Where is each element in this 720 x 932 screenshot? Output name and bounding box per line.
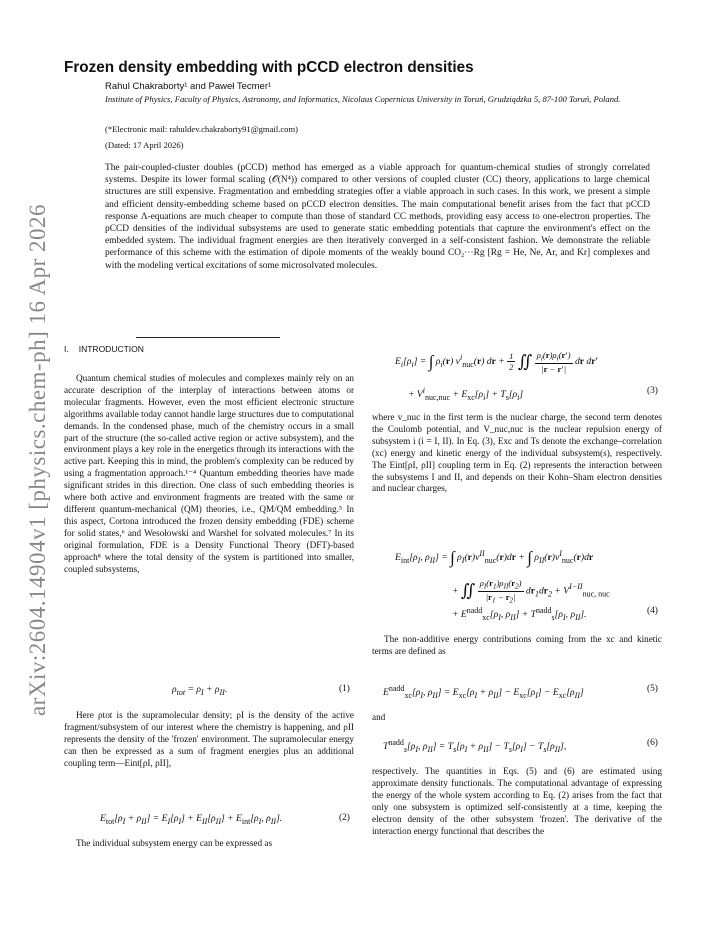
equation-6: $T^{nadd}_s[\rho_I$, $\rho_{II}] = T_s[\rho_I + \rho_{II}] - T_s[\rho_I] - T_s[\rho_{II}]$, — [383, 738, 567, 755]
paper-title: Frozen density embedding with pCCD electron densities — [64, 59, 474, 76]
equation-2-number: (2) — [339, 813, 350, 823]
intro-paragraph-1: Quantum chemical studies of molecules and complexes mainly rely on an accurate description of the interplay of interactions between atoms or molecular fragments. However, even the most efficient electronic structure algorithms available today cannot handle large structures due to computational demands. In the condensed phase, much of the chemistry occurs in a small part of the structure (the so-called active region or active subsystem), and the environment plays a key role in the energetics through its interactions with the active part. Keeping this in mind, the problem's complexity can be reduced by using a fragmentation approach.¹⁻⁴ Quantum embedding theories have made significant strides in this direction. One class of such embedding theories is where both active and environment fragments are treated with the same or different quantum-mechanical (QM) theories, i.e., QM/QM embedding.⁵ In this aspect, Cortona introduced the frozen density embedding (FDE) scheme for solid states,⁶ and Wesołowski and Warshel for solvated molecules.⁷ In its original formulation, FDE is a Density Functional Theory (DFT)-based approach⁸ where the total density of the system is partitioned into smaller, coupled subsystems, — [64, 373, 354, 574]
equation-4-line-2: + ∬ $\frac{\rho_I(r_1)\rho_{II}(r_2)}{|r_1 - r_2|}$ $dr_1dr_2 + V^{I-II}_{nuc, nuc}$ — [452, 578, 610, 605]
contact-email: (*Electronic mail: rahuldev.chakraborty91@gmail.com) — [105, 124, 299, 134]
equation-1: $\rho_{tot} = \rho_I + \rho_{II}$. — [172, 684, 228, 697]
equation-4-number: (4) — [647, 606, 658, 616]
section-title: INTRODUCTION — [78, 344, 144, 354]
equation-2: $E_{tot}[\rho_I + \rho_{II}] = E_I[\rho_I] + E_{II}[\rho_{II}] + E_{int}[\rho_I$, $\rho_{II}$]. — [100, 813, 283, 826]
equation-3: $E_i[\rho_i]$ = ∫ $\rho_i(r)$ $v^i_{nuc}(r)$ dr + $\frac{1}{2}$ ∬ $\frac{\rho_i(r)\rho_i(r')}{|r - r'|}$ dr dr′ — [395, 350, 599, 374]
paragraph-4: where v_nuc in the first term is the nuclear charge, the second term denotes the Coulomb potential, and V_nuc,nuc is the nuclear repulsion energy of subsystem i (i = I, II). In Eq. (3), Exc and Ts denote the exchange–correlation (xc) energy and kinetic energy of the individual subsystem(s), respectively. The Eint[ρI, ρII] coupling term in Eq. (2) represents the interaction between the subsystems I and II, and depends on their Kohn–Sham electron densities and nuclear charges, — [372, 412, 662, 494]
equation-4: $E_{int}[\rho_I$, $\rho_{II}$] = ∫ $\rho_I(r)v^{II}_{nuc}(r)dr$ + ∫ $\rho_{II}(r)v^I_{nuc}(r)dr$ — [395, 548, 594, 567]
intro-paragraph-3: The individual subsystem energy can be expressed as — [76, 838, 273, 848]
paragraph-6: respectively. The quantities in Eqs. (5) and (6) are estimated using approximate density functionals. The computational advantage of expressing the energy of the whole system according to Eq. (2) arises from the fact that only one subsystem is optimized self-consistently at a time, keeping the electron density of the other subsystem 'frozen'. The derivative of the interaction energy functional that describes the — [372, 766, 662, 836]
arxiv-id: arXiv:2604.14904v1 [physics.chem-ph] 16 Apr 2026 — [25, 203, 51, 717]
equation-1-number: (1) — [339, 684, 350, 694]
paragraph-5: The non-additive energy contributions coming from the xc and kinetic terms are defined as — [372, 634, 662, 656]
author-list: Rahul Chakraborty¹ and Paweł Tecmer¹ — [105, 81, 272, 92]
equation-5: $E^{nadd}_{xc}[\rho_I$, $\rho_{II}] = E_{xc}[\rho_I + \rho_{II}] - E_{xc}[\rho_I] - E_{xc}[\rho_{II}]$ — [383, 684, 584, 701]
equation-4-line-3: + $E^{nadd}_{xc}[\rho_I$, $\rho_{II}] + T^{nadd}_s[\rho_I$, $\rho_{II}$]. — [452, 606, 587, 623]
intro-paragraph-2: Here ρtot is the supramolecular density; ρI is the density of the active fragment/subsystem of our interest where the chemistry is happening, and ρII represents the density of the 'frozen' environment. The supramolecular energy can then be expressed as a sum of fragment energies plus an additional coupling term—Eint[ρI, ρII], — [64, 710, 354, 768]
equation-3-number: (3) — [647, 386, 658, 396]
equation-5-number: (5) — [647, 684, 658, 694]
section-heading — [64, 344, 354, 356]
date-line: (Dated: 17 April 2026) — [105, 140, 184, 150]
conjunction-and: and — [372, 712, 386, 722]
equation-6-number: (6) — [647, 738, 658, 748]
abstract: The pair-coupled-cluster doubles (pCCD) method has emerged as a viable approach for quantum-chemical studies of strongly correlated systems. Despite its lower formal scaling (𝒪(N⁴)) compared to other versions of coupled cluster (CC) theory, applications to large chemical structures are still expensive. Fragmentation and embedding strategies offer a viable approach in such cases. In this work, we present a simple and efficient density-embedding scheme based on pCCD electron densities. The main computational benefit arises from the fact that pCCD response Λ-equations are much cheaper to compute than those of standard CC methods, providing easy access to one-electron properties. The pCCD densities of the individual subsystems are used to generate static embedding potentials that capture the environment's effect on the embedded system. The individual fragment energies are then iteratively converged in a self-consistent fashion. We demonstrate the reliable performance of this scheme with the estimation of dipole moments of the weakly bound CO₂···Rg [Rg = He, Ne, Ar, and Kr] complexes and with the modeling vertical excitations of some microsolvated molecules. — [105, 163, 650, 271]
arxiv-sidebar-stamp — [8, 200, 68, 720]
section-number: I. — [64, 344, 69, 354]
section-divider — [136, 337, 280, 338]
affiliation: Institute of Physics, Faculty of Physics, Astronomy, and Informatics, Nicolaus Copernicus University in Toruń, Grudziądzka 5, 87-100 Toruń, Poland. — [105, 94, 621, 104]
equation-3-line-2: + $V^i_{nuc,nuc} + E_{xc}[\rho_i] + T_s[\rho_i]$ — [408, 386, 524, 403]
